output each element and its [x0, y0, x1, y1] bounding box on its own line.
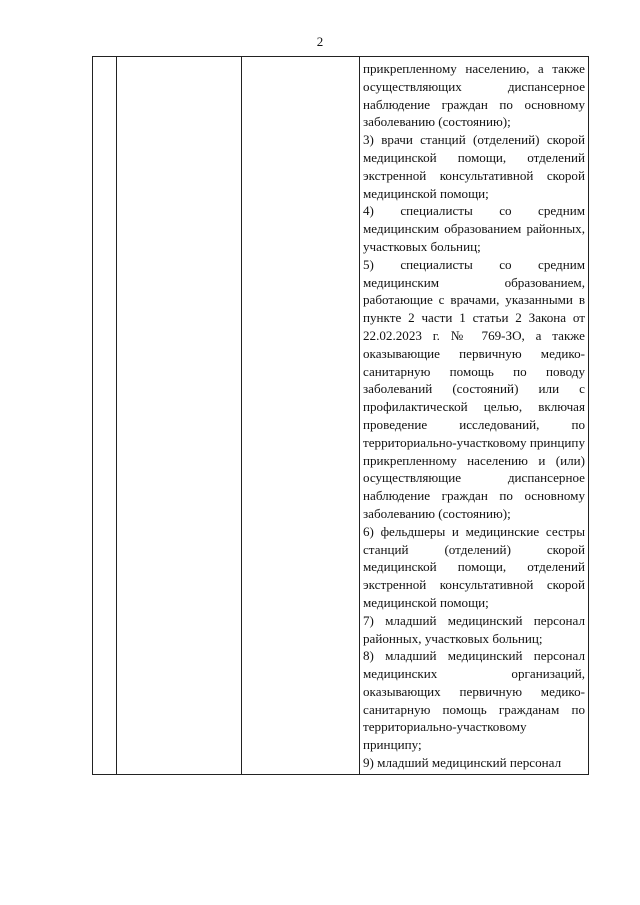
list-item: 9) младший медицинский персонал [363, 755, 562, 771]
document-table [92, 56, 589, 775]
table-cell-empty [242, 57, 360, 775]
table-row [93, 57, 589, 775]
list-item: прикрепленному населению, а также осуществляющих диспансерное наблюдение граждан по основному заболеванию (состоянию); [363, 61, 585, 130]
page-number: 2 [316, 34, 324, 49]
table-cell-empty [117, 57, 242, 775]
list-item: 7) младший медицинский персонал районных, участковых больниц; [363, 612, 585, 646]
list-item: 5) специалисты со средним медицинским образованием, работающие с врачами, указанными в пункте 2 части 1 статьи 2 Закона от 22.02.2023 г. № 769-ЗО, а также оказывающие первичную медико-санитарную помощь по поводу заболеваний (состояний) или с профилактической целью, включая проведение исследований, по территориально-участковому принципу прикрепленному населению и (или) осуществляющие диспансерное наблюдение граждан по основному заболеванию (состоянию); [363, 256, 585, 521]
table-cell-number [93, 57, 117, 775]
list-item: 6) фельдшеры и медицинские сестры станций (отделений) скорой медицинской помощи, отделений экстренной консультативной скорой медицинской помощи; [363, 523, 585, 610]
list-item: 3) врачи станций (отделений) скорой медицинской помощи, отделений экстренной консультативной скорой медицинской помощи; [363, 132, 585, 201]
list-item: 4) специалисты со средним медицинским образованием районных, участковых больниц; [363, 203, 585, 254]
list-item: 8) младший медицинский персонал медицинских организаций, оказывающих первичную медико-санитарную помощь гражданам по территориально-участковому принципу; [363, 648, 585, 753]
table-cell-text [360, 57, 589, 775]
